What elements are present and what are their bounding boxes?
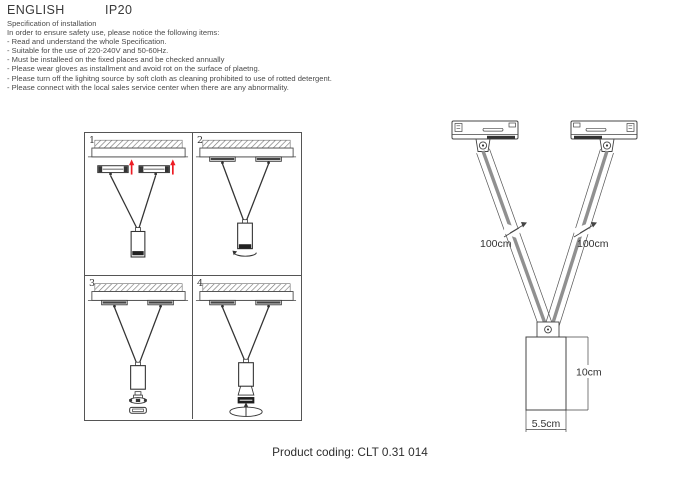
step-1-panel bbox=[85, 133, 193, 276]
step-number: 3 bbox=[89, 278, 96, 289]
step-4-diagram bbox=[193, 276, 299, 418]
specification-block bbox=[7, 19, 437, 92]
step-3-panel bbox=[85, 276, 193, 419]
step-number: 1 bbox=[89, 135, 96, 146]
specification-item: - Read and understand the whole Specification. bbox=[7, 37, 167, 47]
insert-arrow-icon bbox=[170, 159, 175, 174]
step-2-panel bbox=[193, 133, 301, 276]
wire-junction bbox=[537, 322, 559, 337]
pendant-lamp bbox=[131, 362, 146, 389]
product-coding bbox=[0, 445, 700, 459]
rotate-arrow-icon bbox=[232, 251, 256, 257]
dimension-drawing bbox=[435, 110, 675, 440]
ceiling-track bbox=[88, 284, 188, 301]
fixture-width-label: 5.5cm bbox=[531, 418, 561, 430]
step-2-diagram bbox=[193, 133, 299, 274]
step-4-panel bbox=[193, 276, 301, 419]
screw-rotate-icon bbox=[230, 402, 262, 416]
track-adapters-attached bbox=[210, 300, 282, 307]
ceiling-track bbox=[88, 140, 188, 157]
track-adapters-attached bbox=[102, 300, 174, 307]
fixture-height-label: 10cm bbox=[576, 366, 602, 379]
suspension-wires bbox=[222, 164, 268, 222]
step-number: 4 bbox=[197, 278, 204, 289]
exploded-bulb bbox=[129, 392, 147, 404]
specification-intro: In order to ensure safety use, please notice the following items: bbox=[7, 28, 220, 38]
pendant-lamp bbox=[238, 359, 255, 403]
specification-item: - Please wear gloves as installment and avoid rot on the surface of plaetng. bbox=[7, 64, 260, 74]
exploded-ring bbox=[130, 407, 147, 413]
suspension-wires bbox=[222, 307, 268, 361]
right-wire-length-label: 100cm bbox=[577, 238, 609, 250]
product-coding-label: Product coding: bbox=[272, 445, 355, 459]
ip-rating-label: IP20 bbox=[105, 3, 133, 17]
ceiling-track bbox=[196, 284, 296, 301]
language-label: ENGLISH bbox=[7, 3, 65, 17]
step-number: 2 bbox=[197, 135, 204, 146]
width-dimension bbox=[526, 410, 566, 432]
product-code: CLT 0.31 014 bbox=[357, 445, 428, 459]
ceiling-track bbox=[196, 140, 296, 157]
fixture-body bbox=[526, 337, 566, 410]
specification-item: - Please turn off the lighitng source by soft cloth as cleaning prohibited to use of rotted detergent. bbox=[7, 73, 332, 83]
step-1-diagram bbox=[85, 133, 191, 274]
specification-item: - Suitable for the use of 220-240V and 50-60Hz. bbox=[7, 46, 169, 56]
track-adapters-attached bbox=[210, 157, 282, 164]
height-dimension bbox=[566, 337, 608, 410]
step-3-diagram bbox=[85, 276, 191, 418]
track-adapter bbox=[452, 121, 518, 152]
insert-arrow-icon bbox=[129, 159, 134, 174]
pendant-lamp bbox=[131, 228, 145, 257]
track-adapter bbox=[571, 121, 637, 152]
pendant-lamp bbox=[238, 220, 253, 249]
installation-steps-grid bbox=[84, 132, 302, 421]
left-wire-length-label: 100cm bbox=[480, 238, 512, 250]
suspension-wires bbox=[111, 176, 156, 230]
track-adapters-detached bbox=[98, 166, 170, 176]
suspension-wires bbox=[114, 307, 160, 364]
specification-title: Specification of installation bbox=[7, 19, 97, 28]
specification-item: - Must be installeed on the fixed places and be checked annually bbox=[7, 55, 225, 65]
specification-item: - Please connect with the local sales service center when there are any abnormality. bbox=[7, 82, 289, 92]
sheet-header bbox=[7, 3, 133, 17]
